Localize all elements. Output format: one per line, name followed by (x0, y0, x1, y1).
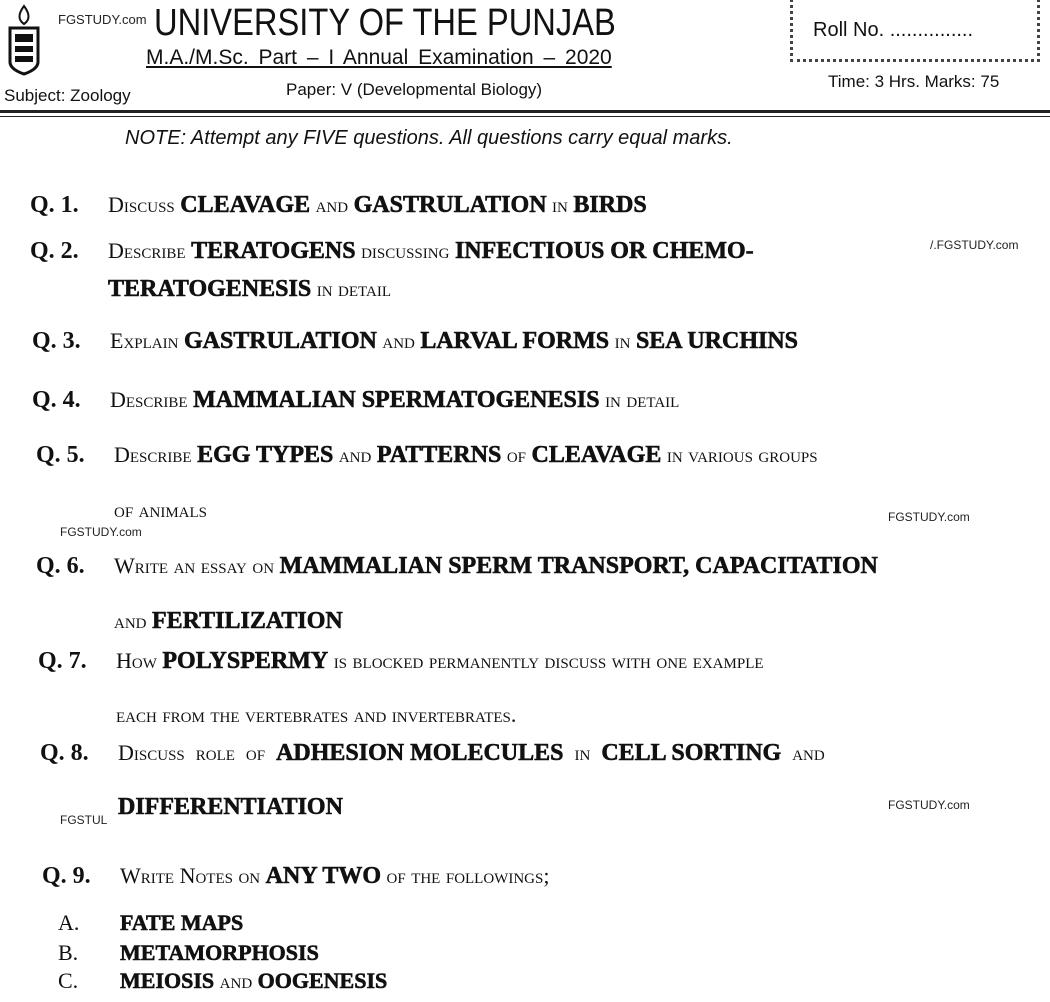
question-keyword: ADHESION MOLECULES (276, 740, 564, 766)
question-keyword: GASTRULATION (353, 192, 547, 218)
option-keyword: OOGENESIS (257, 968, 388, 993)
question-number: Q. 8. (40, 740, 89, 766)
question-text: in detail (599, 387, 680, 412)
subject-label: Subject: Zoology (4, 86, 131, 105)
question-number: Q. 3. (32, 328, 81, 354)
question-text: Write Notes on (120, 863, 266, 888)
exam-title: M.A./M.Sc. Part – I Annual Examination – 2020 (146, 46, 612, 69)
watermark: FGSTUDY.com (888, 798, 970, 812)
question-keyword: INFECTIOUS OR CHEMO- (454, 238, 754, 264)
question-keyword: POLYSPERMY (162, 648, 329, 674)
option-c (58, 968, 387, 994)
question-keyword: GASTRULATION (183, 328, 377, 354)
question-text: and (333, 442, 377, 467)
question-keyword: ANY TWO (265, 863, 382, 889)
question-2 (30, 238, 754, 265)
question-2-continued (30, 276, 391, 303)
question-6-continued (36, 608, 343, 635)
watermark: FGSTUDY.com (888, 510, 970, 524)
question-keyword: CLEAVAGE (180, 192, 311, 218)
paper-label: Paper: V (Developmental Biology) (286, 80, 543, 99)
question-7 (38, 648, 764, 675)
question-4 (32, 387, 679, 414)
question-text: Describe (110, 387, 194, 412)
question-text: Describe (114, 442, 198, 467)
question-keyword: CLEAVAGE (531, 442, 662, 468)
question-text: Describe (108, 238, 192, 263)
question-text: and (376, 328, 421, 353)
question-number: Q. 6. (36, 553, 85, 579)
option-letter: A. (58, 910, 80, 935)
option-keyword: METAMORPHOSIS (120, 940, 319, 965)
question-keyword: MAMMALIAN SPERMATOGENESIS (193, 387, 600, 413)
question-number: Q. 1. (30, 192, 79, 218)
option-a (58, 910, 243, 936)
question-keyword: DIFFERENTIATION (118, 794, 343, 820)
question-text: and (310, 192, 354, 217)
question-number: Q. 5. (36, 442, 85, 468)
header-divider (0, 110, 1050, 113)
header-divider (0, 116, 1050, 117)
question-text: Discuss (108, 192, 181, 217)
question-text: Discuss role of (118, 740, 277, 765)
option-keyword: MEIOSIS (120, 968, 215, 993)
university-crest-icon (6, 4, 42, 76)
question-text: in various groups (661, 442, 818, 467)
question-7-continued (38, 702, 516, 728)
question-keyword: MAMMALIAN SPERM TRANSPORT, CAPACITATION (279, 553, 878, 579)
question-text: How (116, 648, 163, 673)
question-keyword: TERATOGENESIS (108, 276, 312, 302)
instructions-note: NOTE: Attempt any FIVE questions. All questions carry equal marks. (125, 127, 733, 149)
question-5 (36, 442, 818, 469)
question-keyword: SEA URCHINS (635, 328, 798, 354)
question-text: discussing (355, 238, 455, 263)
question-text: is blocked permanently discuss with one example (328, 648, 764, 673)
question-6 (36, 553, 878, 580)
time-marks: Time: 3 Hrs. Marks: 75 (828, 72, 1000, 91)
question-keyword: PATTERNS (376, 442, 502, 468)
question-text: and (114, 608, 152, 633)
question-text: Explain (110, 328, 184, 353)
question-text: in (563, 740, 602, 765)
question-3 (32, 328, 798, 355)
question-text: in detail (311, 276, 391, 301)
watermark: FGSTUL (60, 813, 108, 827)
question-number: Q. 4. (32, 387, 81, 413)
question-text: of animals (114, 497, 208, 522)
question-text: in (609, 328, 636, 353)
question-8 (40, 740, 825, 767)
question-text: in (546, 192, 574, 217)
option-b (58, 940, 319, 966)
question-number: Q. 9. (42, 863, 91, 889)
question-keyword: CELL SORTING (601, 740, 782, 766)
question-text: each from the vertebrates and invertebrates. (116, 702, 517, 727)
watermark: FGSTUDY.com (58, 12, 147, 27)
question-9 (42, 863, 549, 890)
roll-number-box (790, 0, 1040, 62)
question-5-continued (36, 497, 207, 523)
roll-number-field: Roll No. ............... (813, 19, 974, 41)
question-number: Q. 7. (38, 648, 87, 674)
question-keyword: TERATOGENS (191, 238, 356, 264)
question-number: Q. 2. (30, 238, 79, 264)
question-text: of (501, 442, 532, 467)
watermark: FGSTUDY.com (60, 525, 142, 539)
university-title: UNIVERSITY OF THE PUNJAB (154, 2, 616, 44)
question-1 (30, 192, 647, 219)
watermark: /.FGSTUDY.com (930, 238, 1019, 252)
option-letter: B. (58, 940, 79, 965)
question-text: and (781, 740, 825, 765)
question-keyword: LARVAL FORMS (420, 328, 610, 354)
option-letter: C. (58, 968, 79, 993)
question-text: Write an essay on (114, 553, 280, 578)
question-keyword: FERTILIZATION (152, 608, 343, 634)
question-text: of the followings; (381, 863, 550, 888)
question-keyword: BIRDS (573, 192, 647, 218)
option-text: and (214, 968, 258, 993)
option-keyword: FATE MAPS (120, 910, 244, 935)
question-keyword: EGG TYPES (197, 442, 334, 468)
